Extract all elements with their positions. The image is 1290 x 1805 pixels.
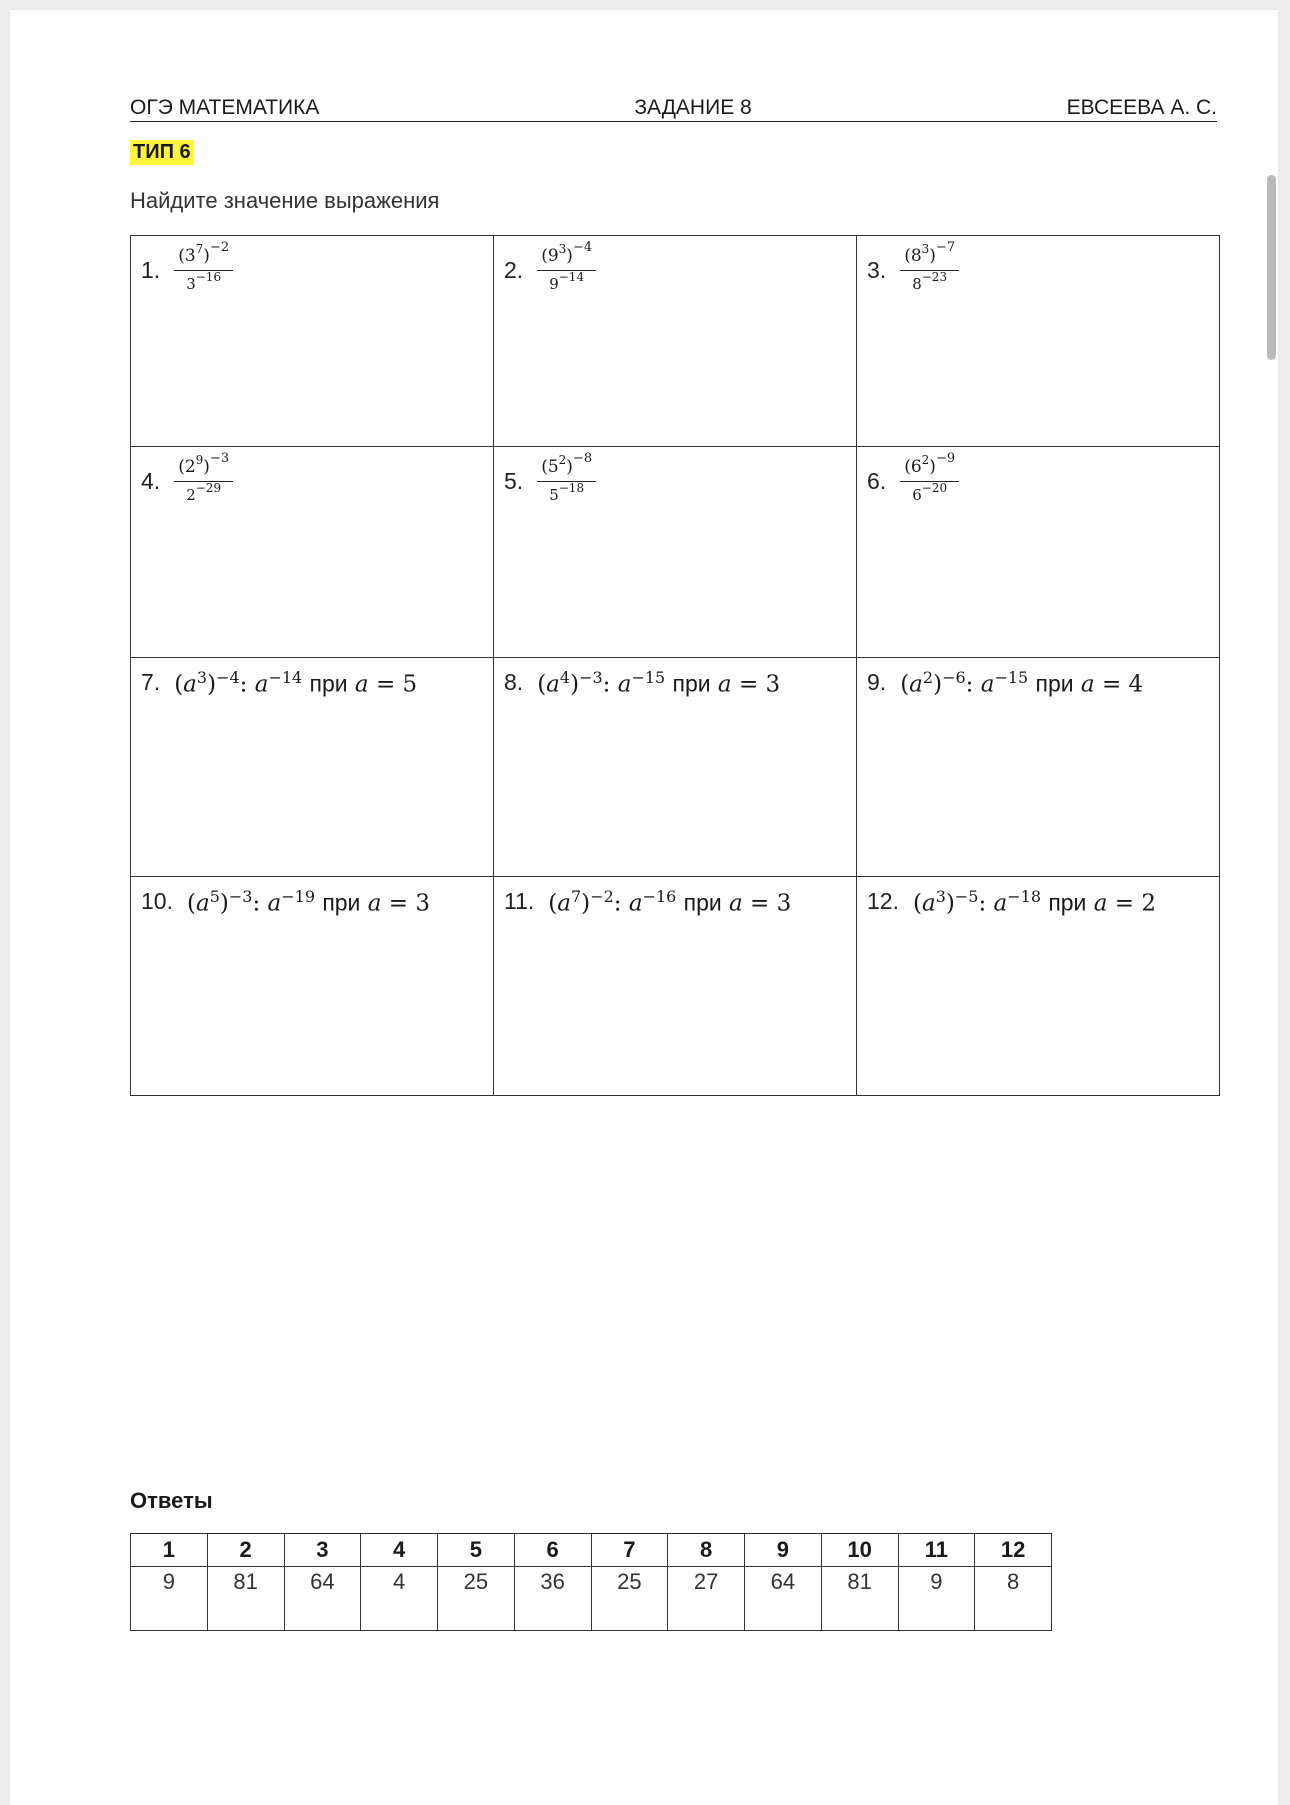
division-task: 9. $(a^2)^{-6}$: $a^{-15}$ при a = 4 [867, 668, 1144, 698]
answer-number: 8 [668, 1534, 745, 1567]
answer-number: 7 [591, 1534, 668, 1567]
answers-header-row [131, 1534, 1052, 1567]
answer-number: 10 [821, 1534, 898, 1567]
answer-number: 9 [745, 1534, 822, 1567]
answer-value: 27 [668, 1567, 745, 1631]
task-cell [494, 236, 857, 447]
fraction: $\frac{(2^9)^{-3}}{2^{-29}}$ [174, 457, 233, 506]
fraction: $\frac{(6^2)^{-9}}{6^{-20}}$ [900, 457, 959, 506]
fraction-task: 5. $\frac{(5^2)^{-8}}{5^{-18}}$ [504, 457, 846, 506]
task-cell [857, 877, 1220, 1096]
type-label: ТИП 6 [130, 140, 194, 165]
task-cell [131, 447, 494, 658]
task-cell [857, 658, 1220, 877]
tasks-table [130, 235, 1220, 1096]
answer-value: 81 [207, 1567, 284, 1631]
fraction: $\frac{(3^7)^{-2}}{3^{-16}}$ [174, 246, 233, 295]
answers-title: Ответы [130, 1488, 213, 1513]
header-author: ЕВСЕЕВА А. С. [1066, 96, 1217, 119]
document-page [10, 10, 1278, 1805]
task-cell [494, 658, 857, 877]
answer-value: 4 [361, 1567, 438, 1631]
answer-number: 4 [361, 1534, 438, 1567]
fraction: $\frac{(9^3)^{-4}}{9^{-14}}$ [537, 246, 596, 295]
task-cell [494, 447, 857, 658]
task-cell [494, 877, 857, 1096]
division-task: 12. $(a^3)^{-5}$: $a^{-18}$ при a = 2 [867, 887, 1156, 917]
header-task: ЗАДАНИЕ 8 [634, 96, 752, 119]
fraction-task: 1. $\frac{(3^7)^{-2}}{3^{-16}}$ [141, 246, 483, 295]
task-cell [857, 236, 1220, 447]
answer-number: 5 [438, 1534, 515, 1567]
fraction-task: 6. $\frac{(6^2)^{-9}}{6^{-20}}$ [867, 457, 1209, 506]
answer-number: 11 [898, 1534, 975, 1567]
task-cell [857, 447, 1220, 658]
division-task: 7. $(a^3)^{-4}$: $a^{-14}$ при a = 5 [141, 668, 418, 698]
answer-number: 3 [284, 1534, 361, 1567]
page-header [130, 96, 1217, 122]
answers-values-row [131, 1567, 1052, 1631]
answer-value: 9 [898, 1567, 975, 1631]
answer-number: 12 [975, 1534, 1052, 1567]
answer-number: 2 [207, 1534, 284, 1567]
answers-table [130, 1533, 1052, 1631]
scrollbar-thumb[interactable] [1267, 175, 1276, 360]
answer-number: 1 [131, 1534, 208, 1567]
task-cell [131, 236, 494, 447]
answer-number: 6 [514, 1534, 591, 1567]
answer-value: 64 [745, 1567, 822, 1631]
answer-value: 25 [591, 1567, 668, 1631]
answer-value: 9 [131, 1567, 208, 1631]
fraction-task: 4. $\frac{(2^9)^{-3}}{2^{-29}}$ [141, 457, 483, 506]
answer-value: 25 [438, 1567, 515, 1631]
answer-value: 8 [975, 1567, 1052, 1631]
division-task: 11. $(a^7)^{-2}$: $a^{-16}$ при a = 3 [504, 887, 792, 917]
task-cell [131, 658, 494, 877]
answer-value: 81 [821, 1567, 898, 1631]
answer-value: 36 [514, 1567, 591, 1631]
division-task: 8. $(a^4)^{-3}$: $a^{-15}$ при a = 3 [504, 668, 781, 698]
fraction-task: 2. $\frac{(9^3)^{-4}}{9^{-14}}$ [504, 246, 846, 295]
fraction: $\frac{(5^2)^{-8}}{5^{-18}}$ [537, 457, 596, 506]
instruction-text: Найдите значение выражения [130, 188, 440, 213]
header-subject: ОГЭ МАТЕМАТИКА [130, 96, 320, 119]
fraction: $\frac{(8^3)^{-7}}{8^{-23}}$ [900, 246, 959, 295]
fraction-task: 3. $\frac{(8^3)^{-7}}{8^{-23}}$ [867, 246, 1209, 295]
task-cell [131, 877, 494, 1096]
answer-value: 64 [284, 1567, 361, 1631]
division-task: 10. $(a^5)^{-3}$: $a^{-19}$ при a = 3 [141, 887, 430, 917]
